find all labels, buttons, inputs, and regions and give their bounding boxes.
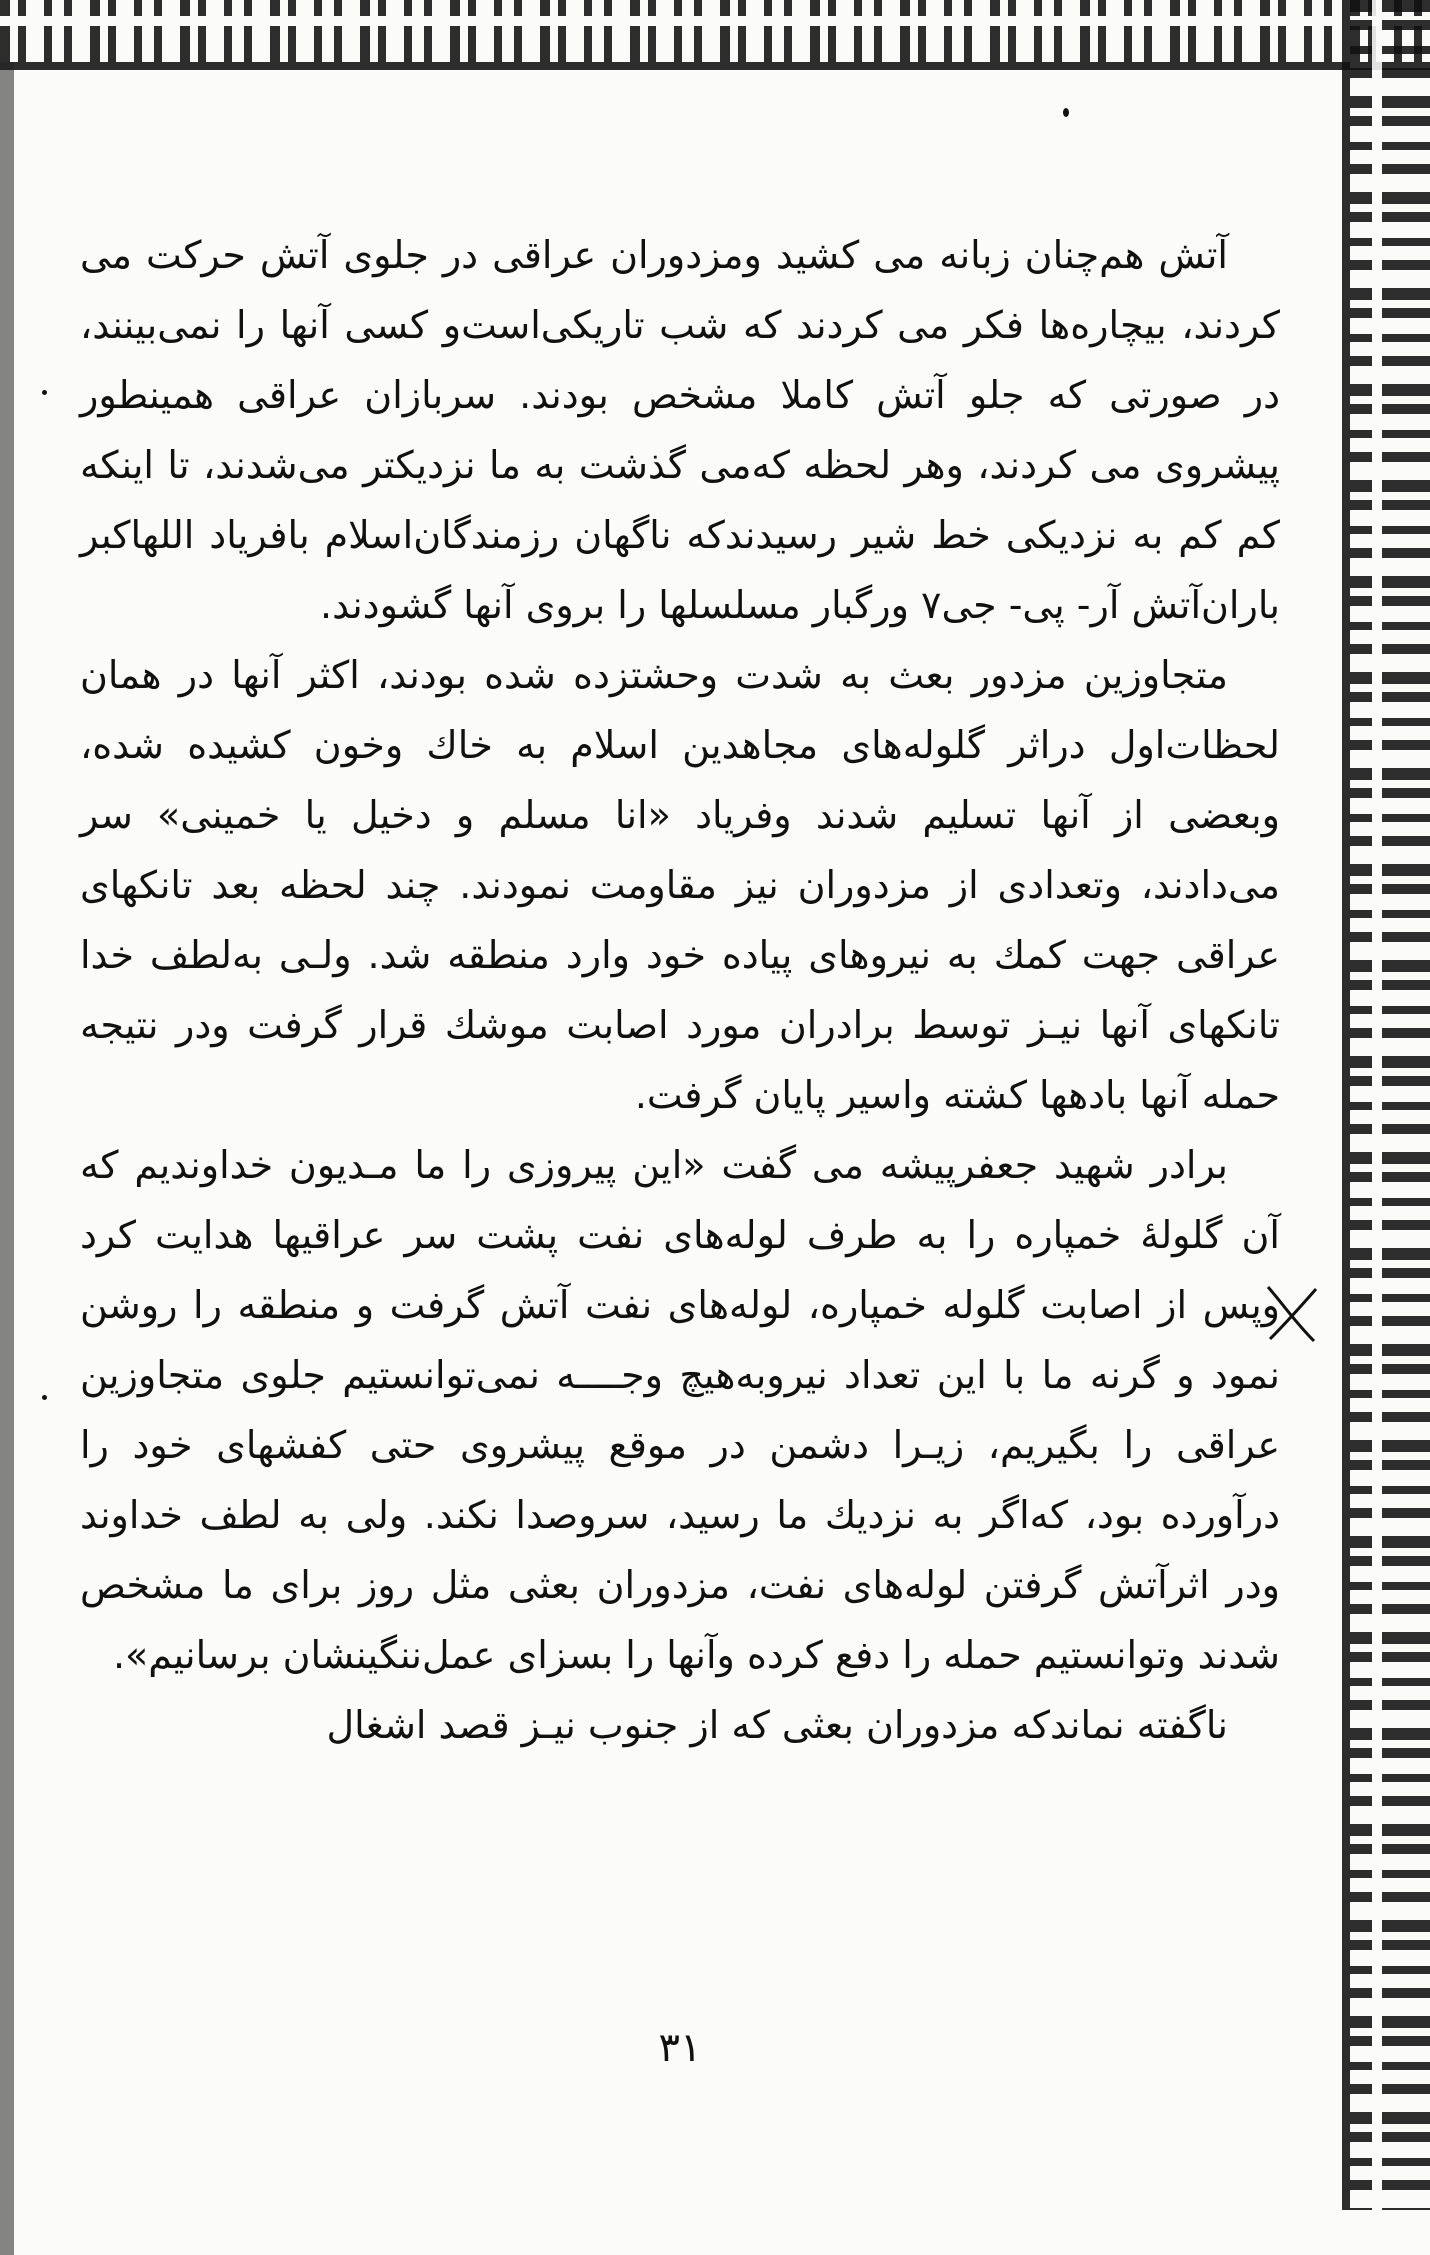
body-text (80, 220, 1280, 1760)
margin-x-mark (1262, 1283, 1322, 1345)
ink-speck (1063, 108, 1069, 117)
paragraph-1: آتش هم‌چنان زبانه می کشید ومزدوران عراقی در جلوی آتش حرکت می کردند، بیچاره‌ها فکر می کردند که شب تاریکی‌است‌و کسی آنها را نمی‌بینند، در صورتی که جلو آتش کاملا مشخص بودند. سربازان عراقی همینطور پیشروی می کردند، وهر لحظه که‌می گذشت به ما نزدیکتر می‌شدند، تا اینکه کم کم به نزدیکی خط شیر رسیدند‌که ناگهان رزمندگان‌اسلام بافریاد اللهاکبر باران‌آتش آر- پی- جی۷ ورگبار مسلسلها را بروی آنها گشودند. (80, 233, 1280, 627)
paragraph-2: متجاوزین مزدور بعث به شدت وحشتزده شده بودند، اکثر آنها در همان لحظات‌اول دراثر گلوله‌های مجاهدین اسلام به خاك وخون کشیده شده، وبعضی از آنها تسلیم شدند وفریاد «انا مسلم و دخیل یا خمینی» سر می‌دادند، وتعدادی از مزدوران نیز مقاومت نمودند. چند لحظه بعد تانکهای عراقی جهت کمك به نیروهای پیاده خود وارد منطقه شد. ولـی به‌لطف خدا تانکهای آنها نیـز توسط برادران مورد اصابت موشك قرار گرفت ودر نتیجه حمله آنها بادهها کشته واسیر پایان گرفت. (80, 653, 1280, 1117)
page-edge-shadow (0, 62, 14, 2255)
paragraph-4: ناگفته نماندکه مزدوران بعثی که از جنوب نیـز قصد اشغال (326, 1703, 1228, 1747)
page-number: ۳۱ (658, 2025, 702, 2071)
ink-speck (42, 1395, 47, 1400)
paragraph-3: برادر شهید جعفرپیشه می گفت «این پیروزی را ما مـدیون خداوندیم که آن گلولهٔ خمپاره را به طرف لوله‌های نفت پشت سر عراقیها هدایت کرد وپس از اصابت گلوله خمپاره، لوله‌های نفت آتش گرفت و منطقه را روشن نمود و گرنه ما با این تعداد نیروبه‌هیچ وجــــه نمی‌توانستیم جلوی متجاوزین عراقی را بگیریم، زیـرا دشمن در موقع پیشروی حتی کفشهای خود را درآورده بود، که‌اگر به نزدیك ما رسید، سروصدا نکند. ولی به لطف خداوند ودر اثرآتش گرفتن لوله‌های نفت، مزدوران بعثی مثل روز برای ما مشخص شدند وتوانستیم حمله را دفع کرده وآنها را بسزای عمل‌ننگینشان برسانیم». (80, 1143, 1280, 1677)
decorative-border-top (0, 0, 1430, 70)
ink-speck (42, 390, 47, 395)
decorative-border-right (1342, 0, 1430, 2210)
